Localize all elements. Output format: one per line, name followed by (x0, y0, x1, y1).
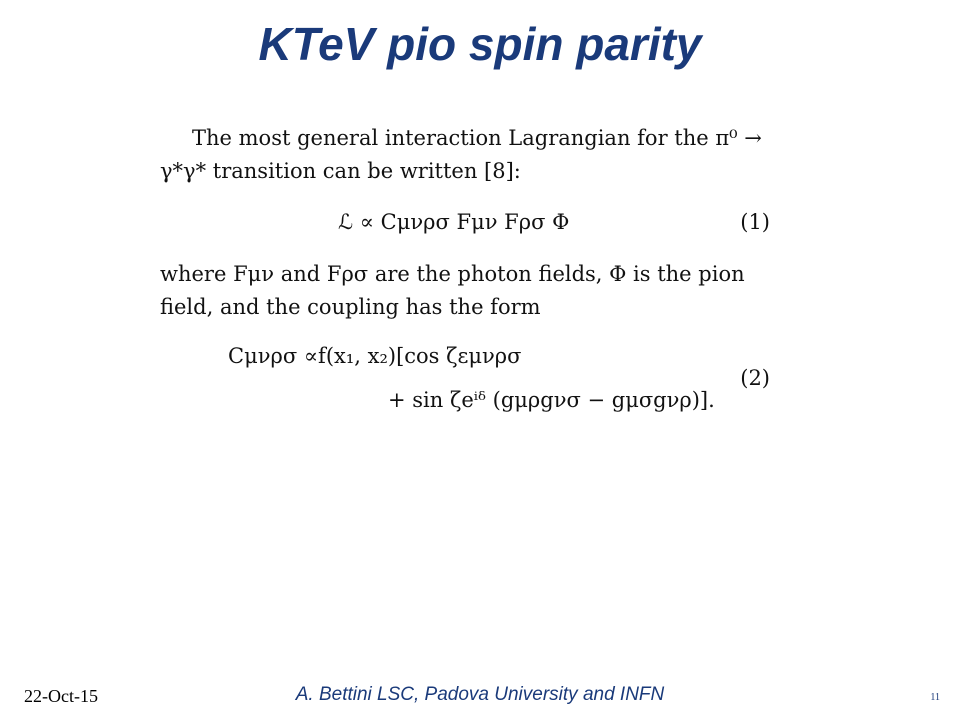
equation-2-line-2: + sin ζeⁱᵟ (gμρgνσ − gμσgνρ)]. (388, 388, 715, 412)
slide-title: KTeV pio spin parity (258, 18, 702, 70)
equation-1: ℒ ∝ Cμνρσ Fμν Fρσ Φ (338, 210, 570, 234)
paragraph-line: field, and the coupling has the form (160, 295, 541, 319)
paper-excerpt (160, 118, 770, 418)
paragraph-line: The most general interaction Lagrangian for the π⁰ → (192, 126, 762, 150)
page-number: 11 (930, 692, 940, 703)
equation-2-line-1: Cμνρσ ∝f(x₁, x₂)[cos ζεμνρσ (228, 344, 522, 368)
equation-number-1: (1) (740, 210, 770, 234)
footer-date: 22-Oct-15 (24, 686, 98, 706)
paragraph-line: where Fμν and Fρσ are the photon fields, Φ is the pion (160, 262, 745, 286)
footer-author: A. Bettini LSC, Padova University and INFN (295, 684, 665, 705)
paragraph-line: γ*γ* transition can be written [8]: (160, 159, 521, 183)
equation-number-2: (2) (740, 366, 770, 390)
